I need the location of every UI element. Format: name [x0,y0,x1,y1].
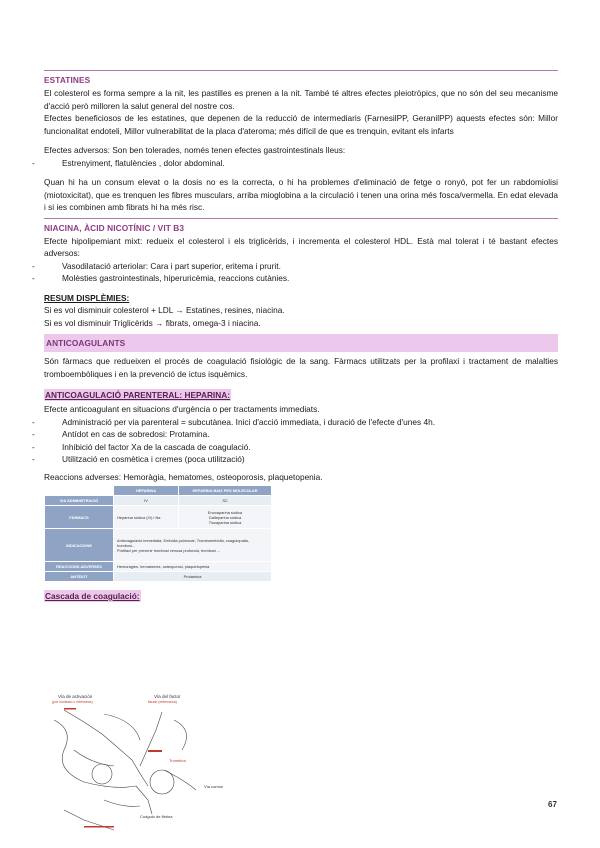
list-item: - Vasodilatació arteriolar: Cara i part superior, eritema i prurit. [32,260,281,271]
section-divider [44,70,558,71]
heparina-title: ANTICOAGULACIÓ PARENTERAL: HEPARINA: [45,390,230,400]
table-header: HEPARINA BAIX PES MOLECULAR [179,486,272,496]
cascade-label: Vía común [204,784,224,789]
list-item: - Inhibició del factor Xa de la cascada de coagulació. [32,441,251,452]
heparina-intro: Efecte anticoagulant en situacions d'urgència o per tractaments immediats. [44,404,320,414]
page-content [32,70,558,604]
cascade-label: (por contacto o intrínseca) [52,700,93,704]
niacina-title: NIACINA, ÀCID NICOTÍNIC / VIT B3 [44,222,185,233]
cascade-title: Cascada de coagulació: [45,591,140,601]
list-item: - Administració per via parenteral = subcutànea. Inici d'acció immediata, i duració de l'efecte d'unes 4h. [32,416,436,427]
coagulation-cascade-diagram [44,690,224,845]
estatines-paragraph-1: El colesterol es forma sempre a la nit, les pastilles es prenen a la nit. També té altres efectes pleiotròpics, que no són del seu mecanisme d'acció però milloren la salut general del nostre cos. [44,88,558,111]
estatines-paragraph-2: Efectes beneficiosos de les estatines, que depenen de la reducció de intermediaris (FarnesilPP, GeranilPP) aquests efectes són: Millor funcionalitat endoteli, Millor vulnerabilitat de la placa d'ateroma; més difícil de que es trenquin, evitant els infarts [44,113,558,136]
list-item: - Antídot en cas de sobredosi: Protamina. [32,429,210,439]
cascade-label: Coágulo de fibrina [140,814,173,819]
heparina-table [44,485,272,582]
resum-line-1: Si es vol disminuir colesterol + LDL → Estatines, resines, niacina. [44,305,285,315]
table-row: INDICACIONS Anticoagulació immediata, Embòlia pulmonar, Tromboembòlia, coagulopatia, trombosi... Profilaxi per prevenir trombosi venosa profunda, trombosi ... [45,529,272,562]
anticoagulants-title: ANTICOAGULANTS [46,338,126,348]
table-header: HEPARINA [114,486,179,496]
table-row: REACCIONS ADVERSES Hemoràgies, hematomes, osteoporosi, plaquetopènia [45,562,272,572]
table-row: FÀRMACS Heparina sòdica (IV) i Na Enoxaparina sòdica Dalteparina sòdica Tinzaparina sòdica [45,506,272,529]
list-item: - Molèsties gastrointestinals, hiperuricèmia, reaccions cutànies. [32,273,290,283]
estatines-adverse-intro: Efectes adversos: Son ben tolerades, només tenen efectes gastrointestinals lleus: [44,145,346,155]
estatines-paragraph-3: Quan hi ha un consum elevat o la dosis no es la correcta, o hi ha problemes d'eliminació de fetge o ronyó, pot fer un rabdomiolisi (miotoxicitat), que es trenquen les fibres musculars, arriba mioglobina a la circulació i tenen una orina més fosca/vermella. En edat elevada i si ies combinen amb fibrats hi ha més risc. [44,177,558,212]
list-item: - Utilització en cosmètica i cremes (poca utilització) [32,454,245,464]
list-item: - Estrenyiment, flatulències , dolor abdominal. [32,157,225,168]
niacina-paragraph: Efecte hipolipemiant mixt: redueix el colesterol i els triglicèrids, i incrementa el colesterol HDL. Està mal tolerat i té bastant efectes adversos: [44,235,558,258]
table-row: VIA ADMINISTRACIÓ IV SC [45,496,272,506]
anticoagulants-paragraph: Són fàrmacs que redueixen el procés de coagulació fisiològic de la sang. Fàrmacs utilitzats per la profilaxi i tractament de malalties tromboembòliques i en la prevenció de ictus isquèmics. [44,356,558,379]
cascade-label: Vía de activación [58,694,93,699]
resum-line-2: Si es vol disminuir Triglicèrids → fibrats, omega-3 i niacina. [44,317,261,328]
cascade-label: tisular (extrínseca) [148,700,177,704]
estatines-title: ESTATINES [44,75,91,85]
cascade-label: Vía del factor [154,694,181,699]
heparina-reactions: Reaccions adverses: Hemoràgia, hematomes, osteoporosis, plaquetopenia. [44,471,323,482]
resum-title: RESUM DISPLÈMIES: [44,292,130,303]
anticoagulants-header [44,334,558,352]
cascade-label: Trombina [169,758,186,763]
page-number: 67 [548,800,557,809]
table-row: ANTÍDOT Protamina [45,572,272,582]
section-divider [44,218,558,219]
